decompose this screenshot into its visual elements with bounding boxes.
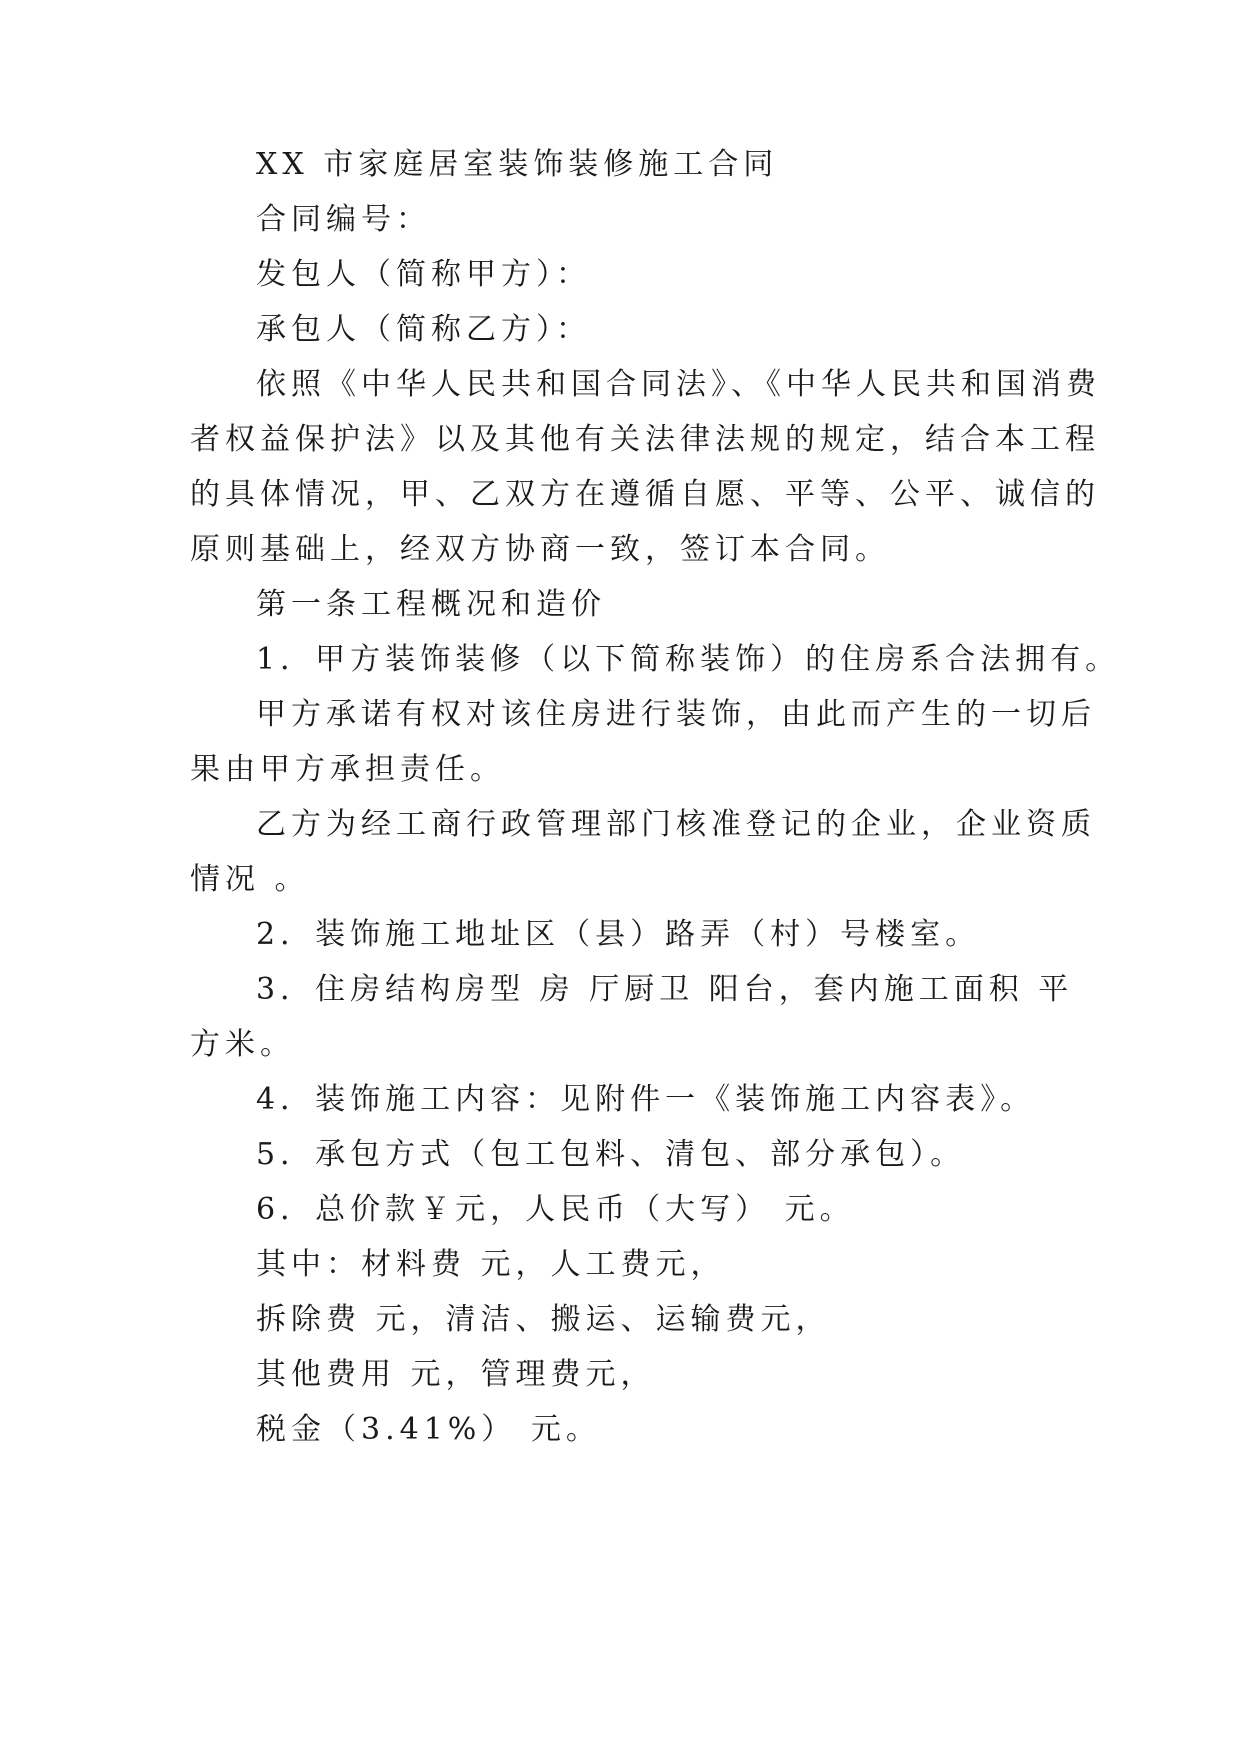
- party-a-label: 发包人（简称甲方）：: [256, 257, 591, 292]
- cost-breakdown-line: 拆除费 元，清洁、搬运、运输费元，: [256, 1302, 831, 1337]
- party-b-qualification: 情况 。: [190, 862, 310, 897]
- clause-1-text: 果由甲方承担责任。: [190, 752, 505, 787]
- clause-3-text: 方米。: [190, 1027, 295, 1062]
- clause-1: 1．甲方装饰装修（以下简称装饰）的住房系合法拥有。: [256, 642, 1121, 677]
- preamble-line: 原则基础上，经双方协商一致，签订本合同。: [190, 532, 890, 567]
- clause-2: 2．装饰施工地址区（县）路弄（村）号楼室。: [256, 917, 981, 952]
- preamble-line: 依照《中华人民共和国合同法》、《中华人民共和国消费: [256, 367, 1101, 402]
- contract-title: XX 市家庭居室装饰装修施工合同: [256, 147, 779, 182]
- preamble-line: 的具体情况，甲、乙双方在遵循自愿、平等、公平、诚信的: [190, 477, 1100, 512]
- article-one-heading: 第一条工程概况和造价: [256, 587, 606, 622]
- clause-5: 5．承包方式（包工包料、清包、部分承包）。: [256, 1137, 966, 1172]
- preamble-line: 者权益保护法》以及其他有关法律法规的规定，结合本工程: [190, 422, 1100, 457]
- clause-1-text: 甲方承诺有权对该住房进行装饰，由此而产生的一切后: [256, 697, 1096, 732]
- cost-breakdown-line: 税金（3.41%） 元。: [256, 1412, 601, 1447]
- party-b-qualification: 乙方为经工商行政管理部门核准登记的企业，企业资质: [256, 807, 1096, 842]
- cost-breakdown-line: 其中：材料费 元，人工费元，: [256, 1247, 726, 1282]
- clause-3: 3．住房结构房型 房 厅厨卫 阳台，套内施工面积 平: [256, 972, 1074, 1007]
- clause-4: 4．装饰施工内容：见附件一《装饰施工内容表》。: [256, 1082, 1036, 1117]
- cost-breakdown-line: 其他费用 元，管理费元，: [256, 1357, 656, 1392]
- party-b-label: 承包人（简称乙方）：: [256, 312, 591, 347]
- contract-number-label: 合同编号：: [256, 202, 431, 237]
- clause-6: 6．总价款￥元，人民币（大写） 元。: [256, 1192, 855, 1227]
